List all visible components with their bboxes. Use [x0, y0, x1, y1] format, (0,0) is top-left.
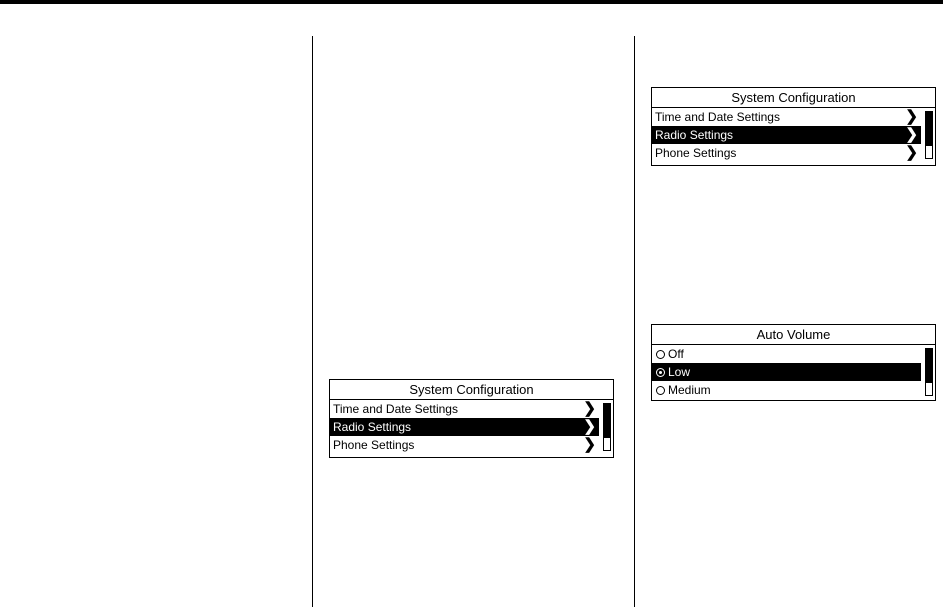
scrollbar-thumb[interactable]	[926, 349, 932, 383]
menu-item-label: Phone Settings	[333, 438, 415, 452]
chevron-right-icon: ❯	[905, 126, 918, 143]
menu-item-time-and-date[interactable]	[652, 108, 921, 126]
option-label: Medium	[668, 383, 711, 397]
scrollbar-thumb[interactable]	[604, 404, 610, 438]
option-low[interactable]	[652, 363, 921, 381]
menu-item-radio-settings[interactable]	[330, 418, 599, 436]
chevron-right-icon: ❯	[583, 400, 596, 417]
menu-list	[330, 400, 613, 454]
page-top-rule	[0, 0, 943, 4]
option-label: Low	[668, 365, 691, 379]
menu-item-time-and-date[interactable]	[330, 400, 599, 418]
menu-item-phone-settings[interactable]	[330, 436, 599, 454]
option-label: Off	[668, 347, 684, 361]
menu-item-radio-settings[interactable]	[652, 126, 921, 144]
radio-button-icon	[656, 386, 665, 395]
option-list	[652, 345, 935, 399]
screen-title: Auto Volume	[652, 325, 935, 345]
scrollbar[interactable]	[925, 111, 933, 159]
screen-title: System Configuration	[652, 88, 935, 108]
chevron-right-icon: ❯	[905, 108, 918, 125]
chevron-right-icon: ❯	[583, 436, 596, 453]
menu-item-label: Time and Date Settings	[655, 110, 780, 124]
menu-item-label: Radio Settings	[333, 420, 412, 434]
system-configuration-screen-a	[329, 379, 614, 458]
radio-button-icon	[656, 350, 665, 359]
scrollbar-thumb[interactable]	[926, 112, 932, 146]
column-divider-left	[312, 36, 313, 607]
scrollbar[interactable]	[603, 403, 611, 451]
menu-item-phone-settings[interactable]	[652, 144, 921, 162]
option-medium[interactable]	[652, 381, 921, 399]
chevron-right-icon: ❯	[583, 418, 596, 435]
menu-item-label: Phone Settings	[655, 146, 737, 160]
menu-item-label: Time and Date Settings	[333, 402, 458, 416]
option-off[interactable]	[652, 345, 921, 363]
auto-volume-screen	[651, 324, 936, 401]
radio-button-selected-icon	[656, 368, 665, 377]
scrollbar[interactable]	[925, 348, 933, 396]
chevron-right-icon: ❯	[905, 144, 918, 161]
menu-item-label: Radio Settings	[655, 128, 734, 142]
column-divider-right	[634, 36, 635, 607]
system-configuration-screen-b	[651, 87, 936, 166]
screen-title: System Configuration	[330, 380, 613, 400]
menu-list	[652, 108, 935, 162]
